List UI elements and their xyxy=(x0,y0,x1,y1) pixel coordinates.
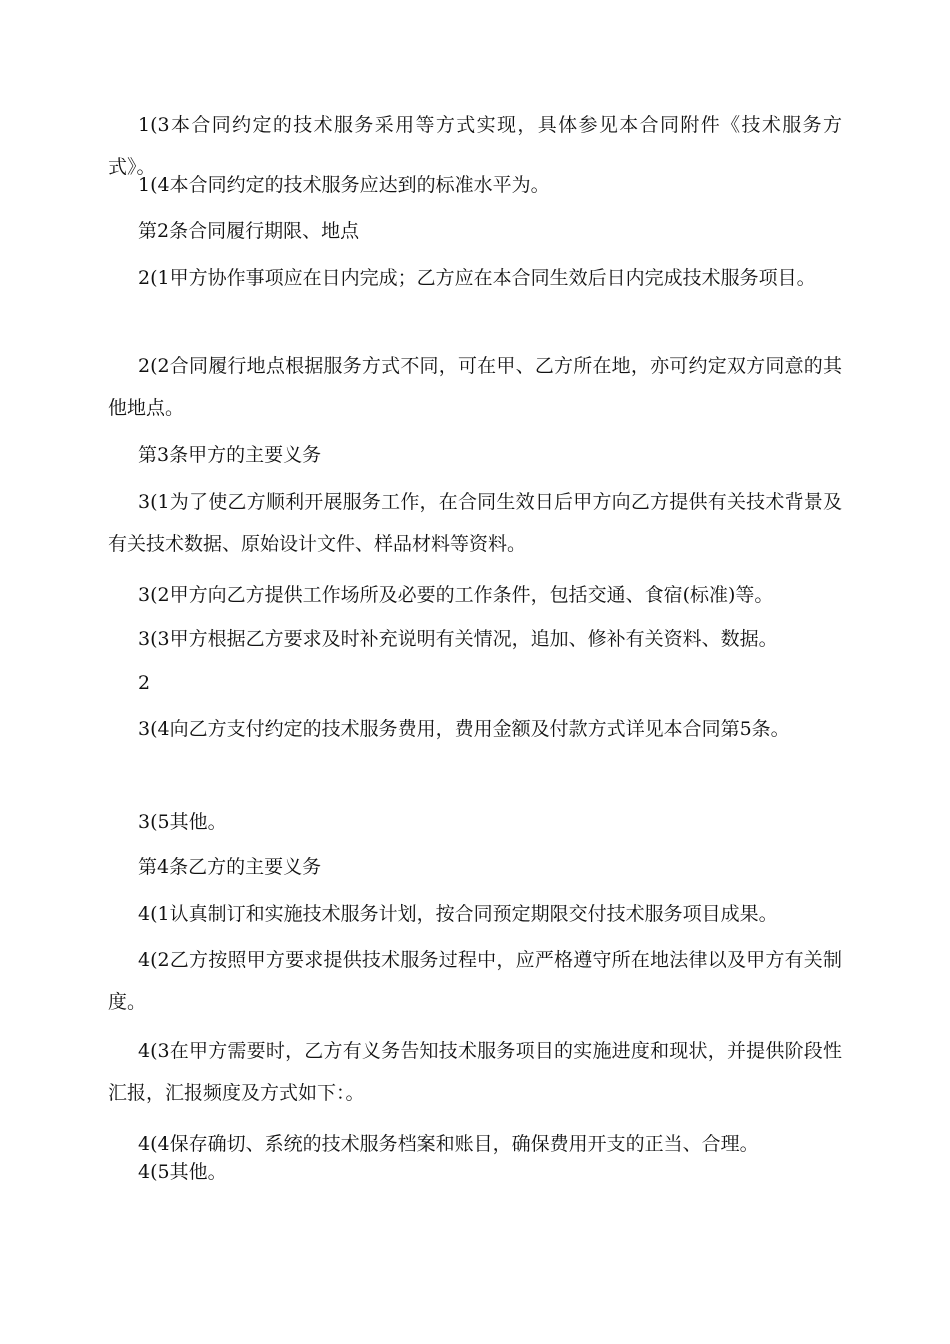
section-heading-4: 第4条乙方的主要义务 xyxy=(138,856,322,878)
paragraph-4-2: 4(2乙方按照甲方要求提供技术服务过程中，应严格遵守所在地法律以及甲方有关制度。 xyxy=(108,949,842,1013)
section-heading-3: 第3条甲方的主要义务 xyxy=(138,444,322,466)
paragraph-4-4: 4(4保存确切、系统的技术服务档案和账目，确保费用开支的正当、合理。 xyxy=(138,1133,759,1155)
paragraph-4-1: 4(1认真制订和实施技术服务计划，按合同预定期限交付技术服务项目成果。 xyxy=(138,903,778,925)
paragraph-4-3: 4(3在甲方需要时，乙方有义务告知技术服务项目的实施进度和现状，并提供阶段性汇报，汇报频度及方式如下：。 xyxy=(108,1040,842,1104)
paragraph-3-5: 3(5其他。 xyxy=(138,811,227,833)
paragraph-1-3: 1(3本合同约定的技术服务采用等方式实现，具体参见本合同附件《技术服务方式》。 xyxy=(108,114,842,178)
paragraph-2-2: 2(2合同履行地点根据服务方式不同，可在甲、乙方所在地，亦可约定双方同意的其他地点。 xyxy=(108,355,842,419)
paragraph-3-4: 3(4向乙方支付约定的技术服务费用，费用金额及付款方式详见本合同第5条。 xyxy=(138,718,790,740)
section-heading-2: 第2条合同履行期限、地点 xyxy=(138,220,360,242)
paragraph-3-1: 3(1为了使乙方顺利开展服务工作，在合同生效日后甲方向乙方提供有关技术背景及有关技术数据、原始设计文件、样品材料等资料。 xyxy=(108,491,842,555)
paragraph-1-4: 1(4本合同约定的技术服务应达到的标准水平为。 xyxy=(138,174,550,196)
paragraph-3-3: 3(3甲方根据乙方要求及时补充说明有关情况，追加、修补有关资料、数据。 xyxy=(138,628,778,650)
page-number: 2 xyxy=(138,672,151,694)
paragraph-4-5: 4(5其他。 xyxy=(138,1161,227,1183)
paragraph-2-1: 2(1甲方协作事项应在日内完成；乙方应在本合同生效后日内完成技术服务项目。 xyxy=(138,267,816,289)
paragraph-3-2: 3(2甲方向乙方提供工作场所及必要的工作条件，包括交通、食宿(标准)等。 xyxy=(138,584,774,606)
